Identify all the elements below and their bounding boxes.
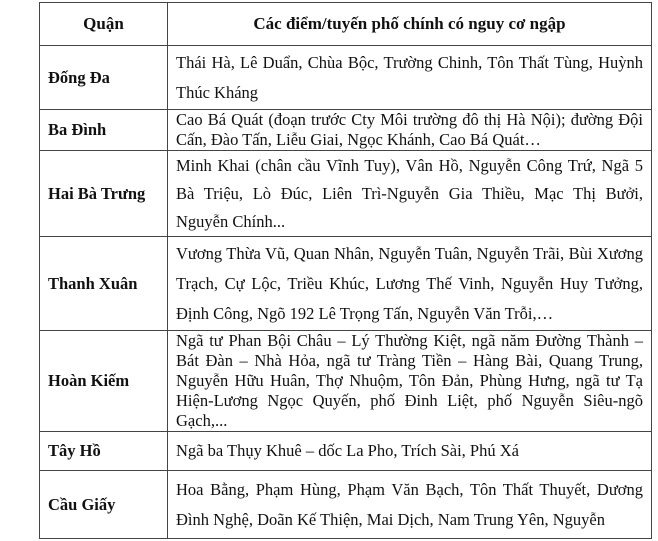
streets-cell: Ngã tư Phan Bội Châu – Lý Thường Kiệt, ngã năm Đường Thành – Bát Đàn – Nhà Hỏa, ngã tư Tràng Tiền – Hàng Bài, Quang Trung, Nguyễn Hữu Huân, Thợ Nhuộm, Tôn Đản, Phùng Hưng, ngã tư Tạ Hiện-Lương Ngọc Quyến, phố Đinh Liệt, phố Nguyễn Siêu-ngõ Gạch,... xyxy=(168,331,652,432)
table-row xyxy=(40,46,652,110)
header-streets: Các điểm/tuyến phố chính có nguy cơ ngập xyxy=(168,3,652,46)
streets-cell: Minh Khai (chân cầu Vĩnh Tuy), Vân Hồ, Nguyễn Công Trứ, Ngã 5 Bà Triệu, Lò Đúc, Liên Trì-Nguyễn Gia Thiều, Mạc Thị Bưởi, Nguyễn Chính... xyxy=(168,151,652,237)
district-cell: Hoàn Kiếm xyxy=(40,331,168,432)
streets-cell: Hoa Bằng, Phạm Hùng, Phạm Văn Bạch, Tôn Thất Thuyết, Dương Đình Nghệ, Doãn Kế Thiện, Mai Dịch, Nam Trung Yên, Nguyễn xyxy=(168,471,652,539)
district-cell: Tây Hồ xyxy=(40,432,168,471)
table-row xyxy=(40,331,652,432)
table-row xyxy=(40,237,652,331)
table-row xyxy=(40,110,652,151)
flood-risk-table xyxy=(39,2,652,539)
district-cell: Thanh Xuân xyxy=(40,237,168,331)
table-row xyxy=(40,471,652,539)
streets-cell: Ngã ba Thụy Khuê – dốc La Pho, Trích Sài, Phú Xá xyxy=(168,432,652,471)
streets-cell: Vương Thừa Vũ, Quan Nhân, Nguyễn Tuân, Nguyễn Trãi, Bùi Xương Trạch, Cự Lộc, Triều Khúc, Lương Thế Vinh, Nguyễn Huy Tưởng, Định Công, Ngõ 192 Lê Trọng Tấn, Nguyễn Văn Trỗi,… xyxy=(168,237,652,331)
district-cell: Hai Bà Trưng xyxy=(40,151,168,237)
table-header-row xyxy=(40,3,652,46)
streets-cell: Thái Hà, Lê Duẩn, Chùa Bộc, Trường Chinh, Tôn Thất Tùng, Huỳnh Thúc Kháng xyxy=(168,46,652,110)
district-cell: Đống Đa xyxy=(40,46,168,110)
district-cell: Ba Đình xyxy=(40,110,168,151)
district-cell: Cầu Giấy xyxy=(40,471,168,539)
streets-cell: Cao Bá Quát (đoạn trước Cty Môi trường đô thị Hà Nội); đường Đội Cấn, Đào Tấn, Liễu Giai, Ngọc Khánh, Cao Bá Quát… xyxy=(168,110,652,151)
header-district: Quận xyxy=(40,3,168,46)
table-row xyxy=(40,151,652,237)
table-row xyxy=(40,432,652,471)
